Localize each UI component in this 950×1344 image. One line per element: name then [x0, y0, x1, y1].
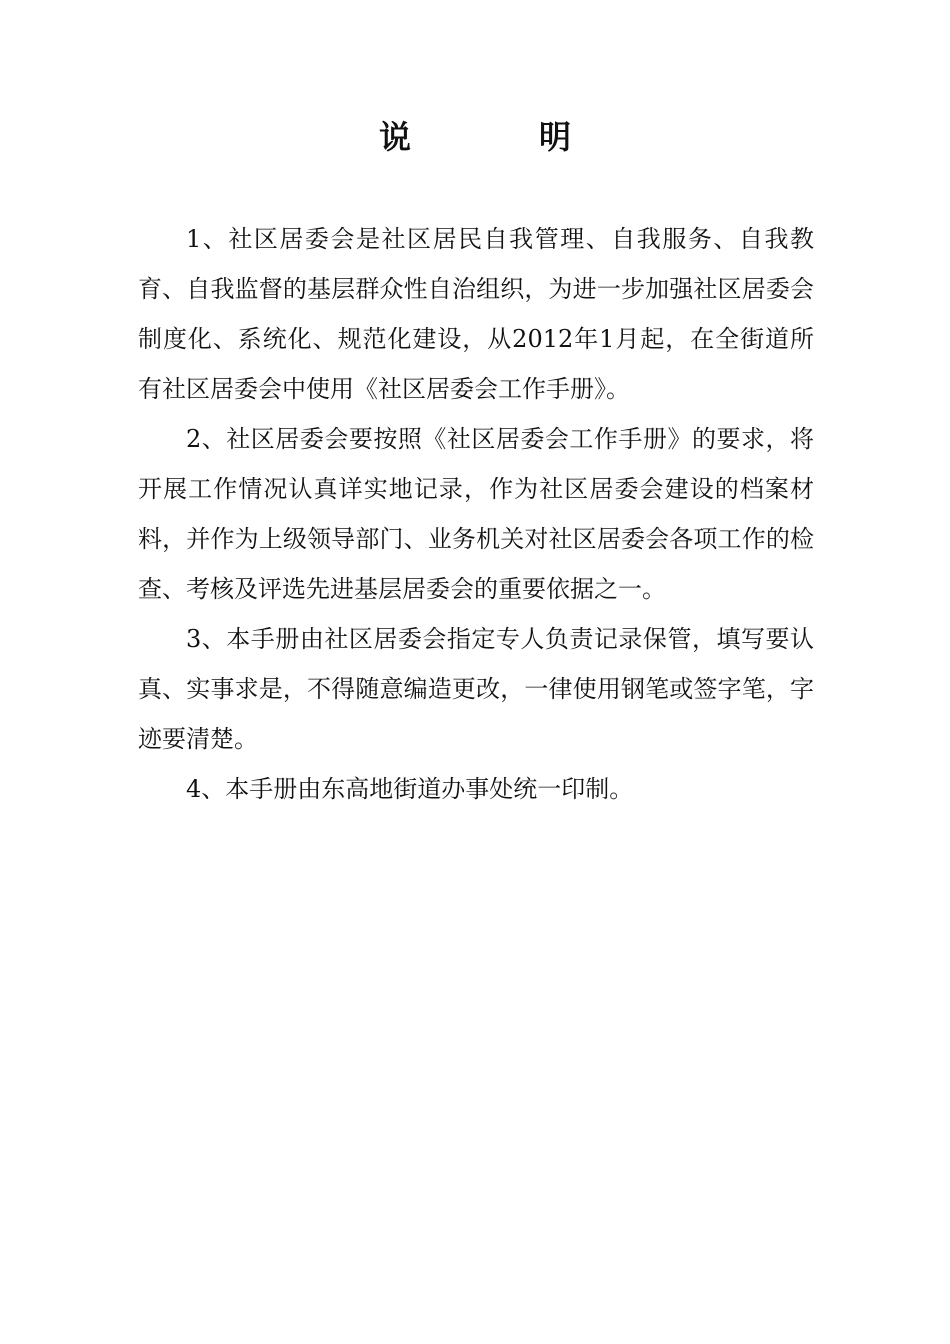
- instructions-body: [138, 214, 814, 814]
- page-title: 说 明: [378, 118, 619, 156]
- instruction-paragraph-2: 2、社区居委会要按照《社区居委会工作手册》的要求，将开展工作情况认真详实地记录，作为社区居委会建设的档案材料，并作为上级领导部门、业务机关对社区居委会各项工作的检查、考核及评选先进基层居委会的重要依据之一。: [138, 425, 814, 603]
- instruction-paragraph-1: 1、社区居委会是社区居民自我管理、自我服务、自我教育、自我监督的基层群众性自治组织，为进一步加强社区居委会制度化、系统化、规范化建设，从2012年1月起，在全街道所有社区居委会中使用《社区居委会工作手册》。: [138, 225, 814, 403]
- instruction-paragraph-4: 4、本手册由东高地街道办事处统一印制。: [186, 775, 634, 803]
- instruction-paragraph-3: 3、本手册由社区居委会指定专人负责记录保管，填写要认真、实事求是，不得随意编造更改，一律使用钢笔或签字笔，字迹要清楚。: [138, 625, 814, 753]
